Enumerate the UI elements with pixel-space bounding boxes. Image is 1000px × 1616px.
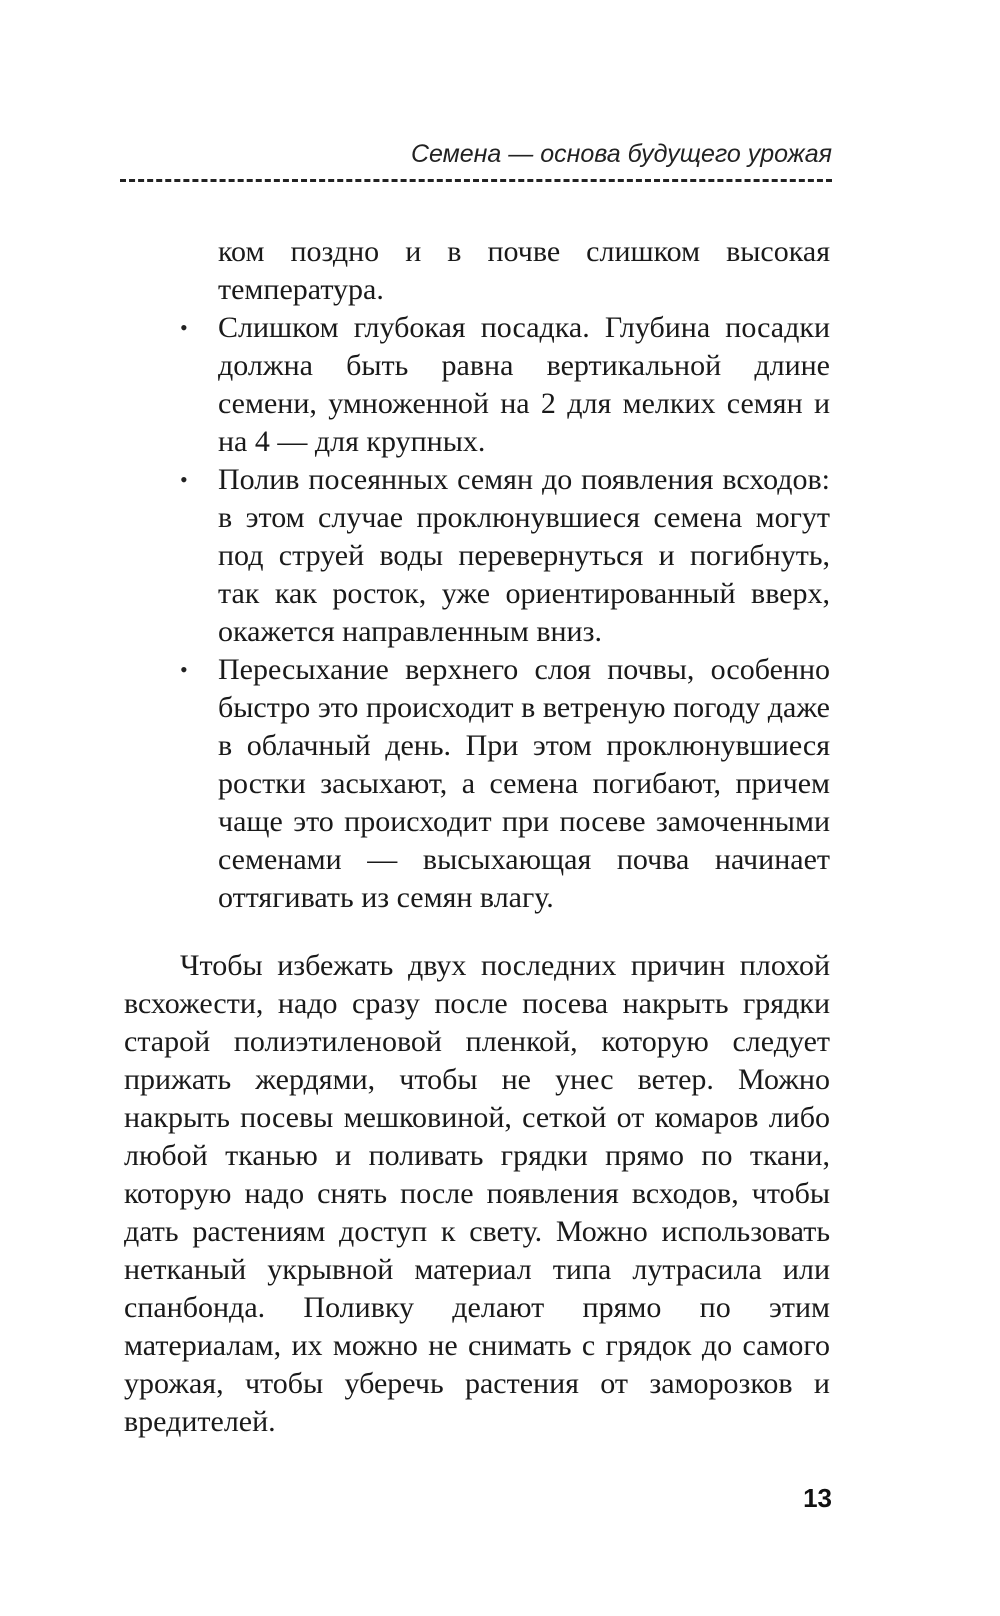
bullet-item-watering [180,461,830,651]
bullet-item-text: Слишком глубокая посадка. Глубина посадки должна быть равна вертикальной длине семени, умноженной на 2 для мелких семян и на 4 — для крупных. [218,311,830,458]
bullet-marker-icon: • [180,467,188,492]
bullet-list [180,309,830,917]
bullet-marker-icon: • [180,657,188,682]
body-paragraph: Чтобы избежать двух последних причин плохой всхожести, надо сразу после посева накрыть грядки старой полиэтиленовой пленкой, которую следует прижать жердями, чтобы не унес ветер. Можно накрыть посевы мешковиной, сеткой от комаров либо любой тканью и поливать грядки прямо по ткани, которую надо снять после появления всходов, чтобы дать растениям доступ к свету. Можно использовать нетканый укрывной материал типа лутрасила или спанбонда. Поливку делают прямо по этим материалам, их можно не снимать с грядок до самого урожая, чтобы уберечь растения от заморозков и вредителей. [124,949,830,1438]
bullet-marker-icon: • [180,315,188,340]
bullet-item-deep-planting [180,309,830,461]
page-number: 13 [803,1483,832,1513]
header-divider [120,179,832,182]
bullet-continuation-text: ком поздно и в почве слишком высокая температура. [218,235,830,306]
bullet-item-text: Полив посеянных семян до появления всходов: в этом случае проклюнувшиеся семена могут под струей воды перевернуться и погибнуть, так как росток, уже ориентированный вверх, окажется направленным вниз. [218,463,830,648]
bullet-item-soil-drying [180,651,830,917]
running-header: Семена — основа будущего урожая [410,140,832,168]
bullet-item-text: Пересыхание верхнего слоя почвы, особенно быстро это происходит в ветреную погоду даже в облачный день. При этом проклюнувшиеся ростки засыхают, а семена погибают, причем чаще это происходит при посеве замоченными семенами — высыхающая почва начинает оттягивать из семян влагу. [218,653,830,914]
